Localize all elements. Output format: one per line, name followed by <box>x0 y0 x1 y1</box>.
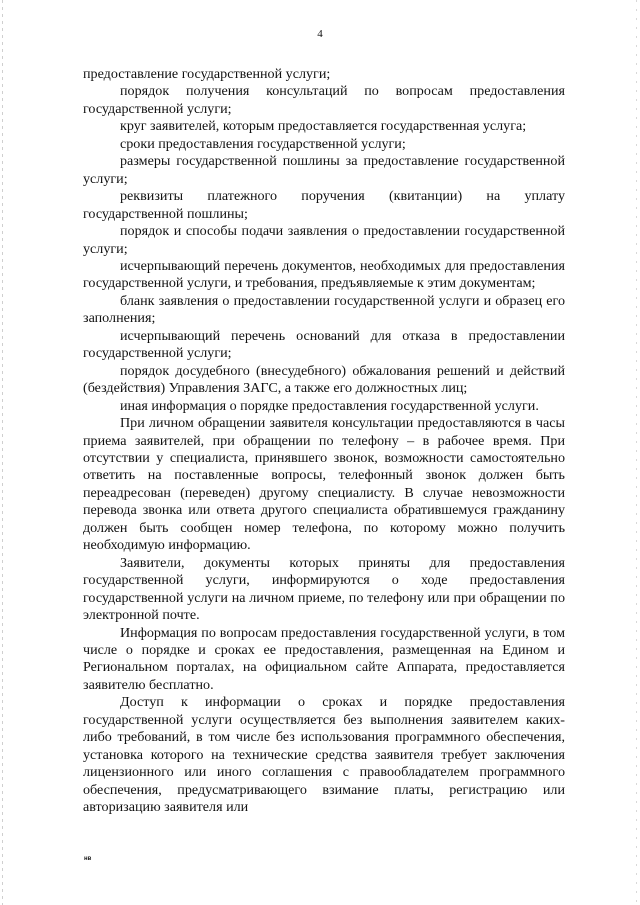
scan-edge-right <box>636 0 637 905</box>
paragraph: круг заявителей, которым предоставляется государственная услуга; <box>120 118 527 135</box>
paragraph: Доступ к информации о сроках и порядке предоставления государственной услуги осуществляется без выполнения заявителем каких-либо требований, в том числе без использования программного обеспечения, установка которого на технические средства заявителя требует заключения лицензионного или иного соглашения с правообладателем программного обеспечения, предусматривающего взимание платы, регистрацию или авторизацию заявителя или <box>83 694 565 816</box>
scan-edge-left <box>2 0 3 905</box>
paragraph: исчерпывающий перечень документов, необходимых для предоставления государственной услуги, и требования, предъявляемые к этим документам; <box>83 257 565 292</box>
paragraph: предоставление государственной услуги; <box>83 66 331 82</box>
paragraph: Заявители, документы которых приняты для предоставления государственной услуги, информируются о ходе предоставления государственной услуги на личном приеме, по телефону или при обращении по электронной почте. <box>83 554 565 624</box>
footer-mark: нв <box>84 856 92 862</box>
paragraph: исчерпывающий перечень оснований для отказа в предоставлении государственной услуги; <box>83 327 565 362</box>
paragraph: порядок досудебного (внесудебного) обжалования решений и действий (бездействия) Управления ЗАГС, а также его должностных лиц; <box>83 362 565 397</box>
paragraph: порядок и способы подачи заявления о предоставлении государственной услуги; <box>83 223 565 257</box>
body-text <box>83 66 565 816</box>
paragraph: размеры государственной пошлины за предоставление государственной услуги; <box>83 153 565 187</box>
paragraph: бланк заявления о предоставлении государственной услуги и образец его заполнения; <box>83 292 565 327</box>
paragraph: порядок получения консультаций по вопросам предоставления государственной услуги; <box>83 83 565 117</box>
paragraph: При личном обращении заявителя консультации предоставляются в часы приема заявителей, при обращении по телефону – в рабочее время. При отсутствии у специалиста, принявшего звонок, возможности самостоятельно ответить на поставленные вопросы, телефонный звонок должен быть переадресован (переведен) другому специалисту. В случае невозможности перевода звонка или ответа другого специалиста обратившемуся гражданину должен быть сообщен номер телефона, по которому можно получить необходимую информацию. <box>83 415 565 554</box>
paragraph: сроки предоставления государственной услуги; <box>120 135 406 152</box>
paragraph: Информация по вопросам предоставления государственной услуги, в том числе о порядке и сроках ее предоставления, размещенная на Едином и Региональном порталах, на официальном сайте Аппарата, предоставляется заявителю бесплатно. <box>83 624 565 693</box>
paragraph: реквизиты платежного поручения (квитанции) на уплату государственной пошлины; <box>83 188 565 222</box>
paragraph: иная информация о порядке предоставления государственной услуги. <box>120 397 539 414</box>
page-number: 4 <box>317 28 323 40</box>
